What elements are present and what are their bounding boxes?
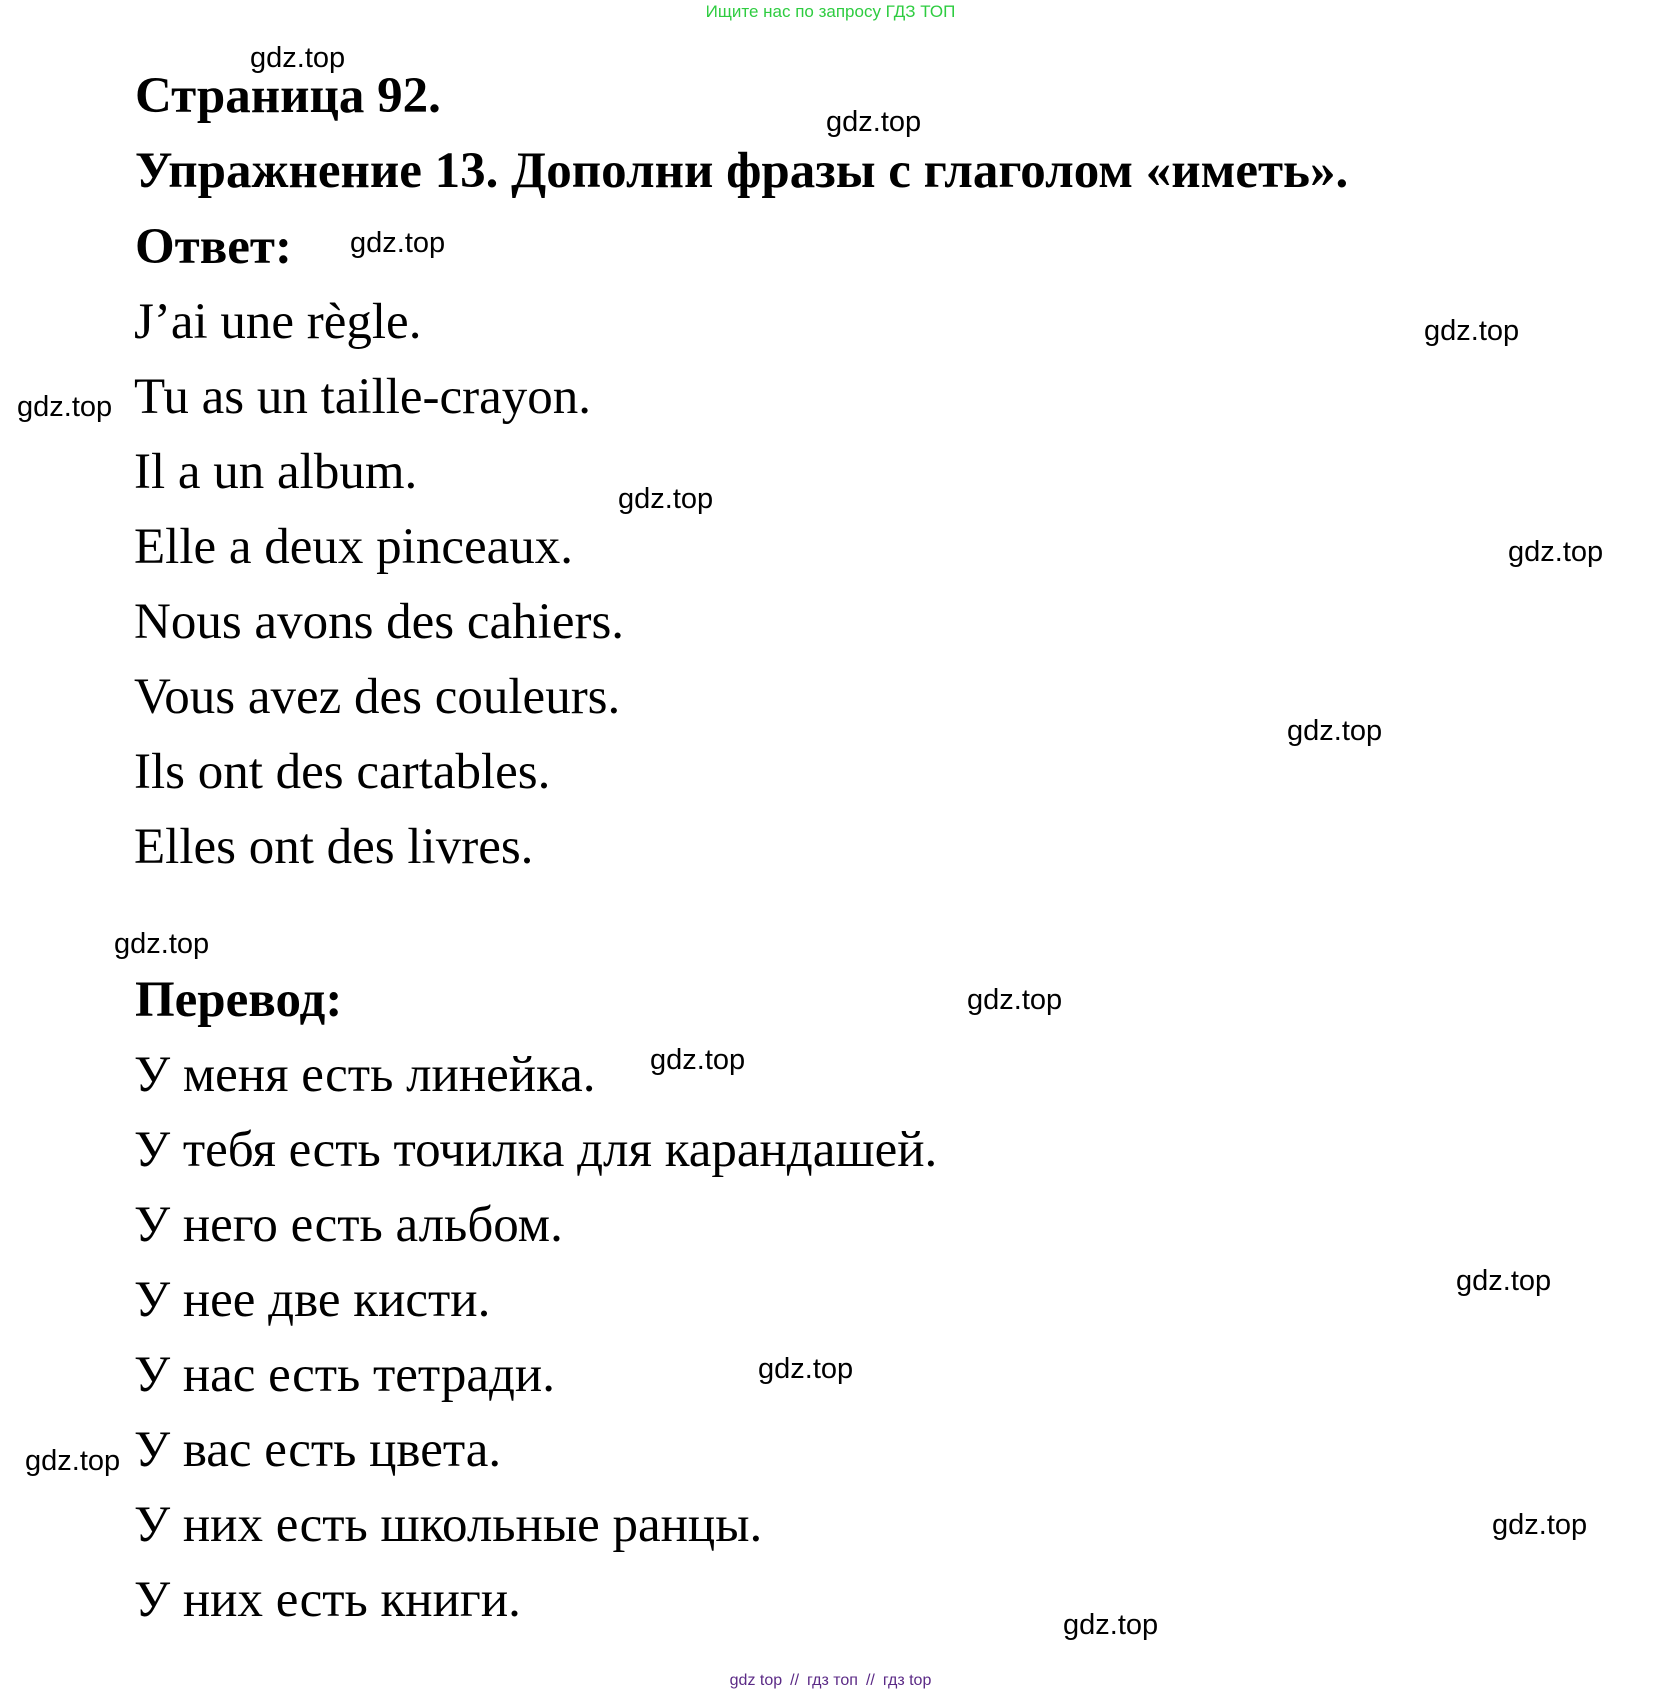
footer-link[interactable]: gdz top — [729, 1672, 783, 1689]
watermark: gdz.top — [650, 1044, 746, 1076]
watermark: gdz.top — [1424, 315, 1520, 347]
translation-line: У нас есть тетради. — [134, 1347, 555, 1403]
translation-line: У меня есть линейка. — [134, 1047, 596, 1103]
answer-line: Nous avons des cahiers. — [134, 594, 625, 650]
translation-line: У них есть школьные ранцы. — [134, 1497, 763, 1553]
footer-link[interactable]: гдз топ — [807, 1672, 858, 1689]
watermark: gdz.top — [17, 391, 113, 423]
watermark: gdz.top — [1287, 715, 1383, 747]
watermark: gdz.top — [250, 42, 346, 74]
footer — [0, 1670, 1661, 1692]
exercise-title: Упражнение 13. Дополни фразы с глаголом «иметь». — [135, 143, 1349, 199]
translation-line: У нее две кисти. — [134, 1272, 491, 1328]
watermark: gdz.top — [758, 1353, 854, 1385]
watermark: gdz.top — [1063, 1609, 1159, 1641]
watermark: gdz.top — [618, 483, 714, 515]
watermark: gdz.top — [114, 928, 210, 960]
watermark: gdz.top — [25, 1445, 121, 1477]
translation-line: У них есть книги. — [134, 1572, 521, 1628]
translation-line: У вас есть цвета. — [134, 1422, 502, 1478]
top-search-note: Ищите нас по запросу ГДЗ ТОП — [705, 2, 956, 21]
watermark: gdz.top — [826, 106, 922, 138]
translation-line: У него есть альбом. — [134, 1197, 563, 1253]
answer-line: Il a un album. — [134, 444, 418, 500]
watermark: gdz.top — [1456, 1265, 1552, 1297]
watermark: gdz.top — [1508, 536, 1604, 568]
page-title: Страница 92. — [135, 68, 441, 124]
answer-line: Vous avez des couleurs. — [134, 669, 621, 725]
answer-line: Tu as un taille-crayon. — [134, 369, 592, 425]
answer-line: Elle a deux pinceaux. — [134, 519, 573, 575]
watermark: gdz.top — [350, 227, 446, 259]
translation-heading: Перевод: — [135, 972, 343, 1028]
answer-heading: Ответ: — [135, 219, 292, 275]
watermark: gdz.top — [967, 984, 1063, 1016]
footer-link[interactable]: гдз top — [882, 1672, 932, 1689]
footer-separator: // — [865, 1672, 875, 1689]
watermark: gdz.top — [1492, 1509, 1588, 1541]
footer-separator: // — [790, 1672, 800, 1689]
answer-line: J’ai une règle. — [134, 294, 422, 350]
answer-line: Elles ont des livres. — [134, 819, 534, 875]
answer-line: Ils ont des cartables. — [134, 744, 551, 800]
translation-line: У тебя есть точилка для карандашей. — [134, 1122, 938, 1178]
